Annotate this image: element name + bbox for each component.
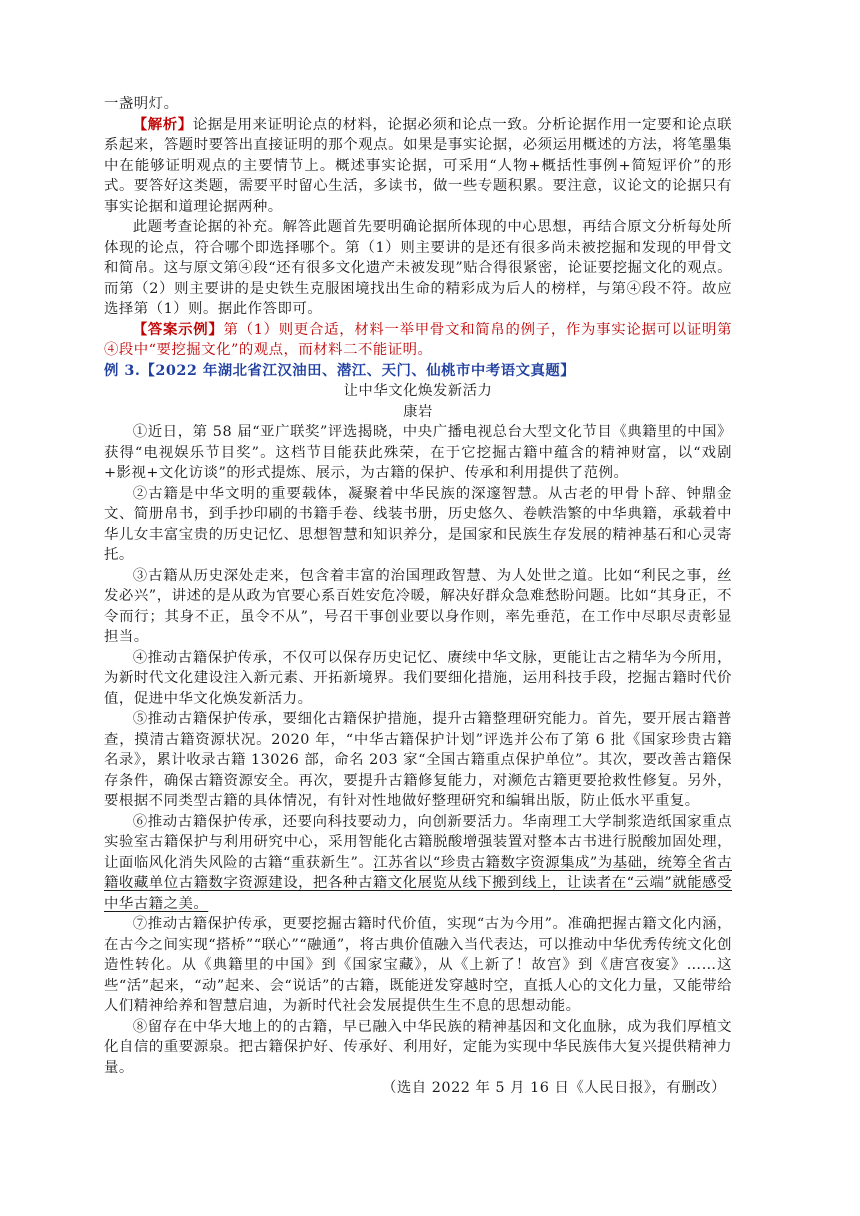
article-paragraph-6 (104, 812, 732, 915)
answer-tag: 【答案示例】 (132, 320, 224, 338)
paragraph-6-text: ⑥推动古籍保护传承，还要向科技要动力，向创新要活力。华南理工大学制浆造纸国家重点实验室古籍保护与利用研究中心，采用智能化古籍脱酸增强装置对整本古书进行脱酸加固处理，让面临风化消失风险的古籍“重获新生”。 (104, 813, 732, 871)
example-heading: 例 3.【2022 年湖北省江汉油田、潜江、天门、仙桃市中考语文真题】 (104, 361, 576, 379)
article-author: 康岩 (403, 403, 433, 420)
previous-answer-tail: 一盏明灯。 (104, 96, 179, 112)
article-title: 让中华文化焕发新活力 (343, 383, 493, 399)
analysis-paragraph-1 (104, 115, 732, 218)
analysis-tag: 【解析】 (132, 115, 193, 133)
article-paragraph-8: ⑧留存在中华大地上的的古籍，早已融入中华民族的精神基因和文化血脉，成为我们厚植文化自信的重要源泉。把古籍保护好、传承好、利用好，定能为实现中华民族伟大复兴提供精神力量。 (104, 1018, 732, 1076)
analysis-text-1: 论据是用来证明论点的材料，论据必须和论点一致。分析论据作用一定要和论点联系起来，答题时要答出直接证明的那个观点。如果是事实论据，必须运用概述的方法，将笔墨集中在能够证明观点的主要情节上。概述事实论据，可采用“人物+概括性事例+简短评价”的形式。要答好这类题，需要平时留心生活，多读书，做一些专题积累。要注意，议论文的论据只有事实论据和道理论据两种。 (104, 116, 732, 215)
document-content (104, 94, 732, 1099)
answer-example (104, 320, 732, 361)
answer-text: 第（1）则更合适，材料一举甲骨文和简帛的例子，作为事实论据可以证明第④段中“要挖掘文化”的观点，而材料二不能证明。 (104, 321, 732, 358)
article-paragraph-2: ②古籍是中华文明的重要载体，凝聚着中华民族的深邃智慧。从古老的甲骨卜辞、钟鼎金文、简册帛书，到手抄印刷的书籍手卷、线装书册，历史悠久、卷帙浩繁的中华典籍，承载着中华儿女丰富宝贵的历史记忆、思想智慧和知识养分，是国家和民族生存发展的精神基石和心灵寄托。 (104, 485, 732, 563)
article-paragraph-7: ⑦推动古籍保护传承，更要挖掘古籍时代价值，实现“古为今用”。准确把握古籍文化内涵，在古今之间实现“搭桥”“联心”“融通”，将古典价值融入当代表达，可以推动中华优秀传统文化创造性转化。从《典籍里的中国》到《国家宝藏》，从《上新了！故宫》到《唐宫夜宴》……这些“活”起来，“动”起来、会“说话”的古籍，既能迸发穿越时空，直抵人心的文化力量，又能带给人们精神给养和智慧启迪，为新时代社会发展提供生生不息的思想动能。 (104, 916, 732, 1014)
article-paragraph-4: ④推动古籍保护传承，不仅可以保存历史记忆、赓续中华文脉，更能让古之精华为今所用，为新时代文化建设注入新元素、开拓新境界。我们要细化措施，运用科技手段，挖掘古籍时代价值，促进中华文化焕发新活力。 (104, 649, 732, 707)
article-paragraph-5: ⑤推动古籍保护传承，要细化古籍保护措施，提升古籍整理研究能力。首先，要开展古籍普查，摸清古籍资源状况。2020 年，“中华古籍保护计划”评选并公布了第 6 批《国家珍贵古籍名录》，累计收录古籍 13026 部，命名 203 家“全国古籍重点保护单位”。其次，要改善古籍保存条件，确保古籍资源安全。再次，要提升古籍修复能力，对濒危古籍更要抢救性修复。另外，要根据不同类型古籍的具体情况，有针对性地做好整理研究和编辑出版，防止低水平重复。 (104, 711, 732, 809)
paragraph-6-underlined-sentence: 江苏省以“珍贵古籍数字资源集成”为基础，统筹全省古籍收藏单位古籍数字资源建设，把各种古籍文化展览从线下搬到线上，让读者在“云端”就能感受中华古籍之美。 (104, 854, 733, 912)
article-paragraph-3: ③古籍从历史深处走来，包含着丰富的治国理政智慧、为人处世之道。比如“利民之事，丝发必兴”，讲述的是从政为官要心系百姓安危冷暖，解决好群众急难愁盼问题。比如“其身正，不令而行；其身不正，虽令不从”，号召干事创业要以身作则，率先垂范，在工作中尽职尽责彰显担当。 (104, 567, 732, 645)
article-source: （选自 2022 年 5 月 16 日《人民日报》，有删改） (382, 1080, 726, 1096)
analysis-paragraph-2: 此题考查论据的补充。解答此题首先要明确论据所体现的中心思想，再结合原文分析每处所体现的论点，符合哪个即选择哪个。第（1）则主要讲的是还有很多尚未被挖掘和发现的甲骨文和简帛。这与原文第④段“还有很多文化遗产未被发现”贴合得很紧密，论证要挖掘文化的观点。而第（2）则主要讲的是史铁生克服困境找出生命的精彩成为后人的榜样，与第④段不符。故应选择第（1）则。据此作答即可。 (104, 219, 732, 317)
article-paragraph-1: ①近日，第 58 届“亚广联奖”评选揭晓，中央广播电视总台大型文化节目《典籍里的中国》获得“电视娱乐节目奖”。这档节目能获此殊荣，在于它挖掘古籍中蕴含的精神财富，以“戏剧+影视+文化访谈”的形式提炼、展示，为古籍的保护、传承和利用提供了范例。 (104, 424, 732, 481)
